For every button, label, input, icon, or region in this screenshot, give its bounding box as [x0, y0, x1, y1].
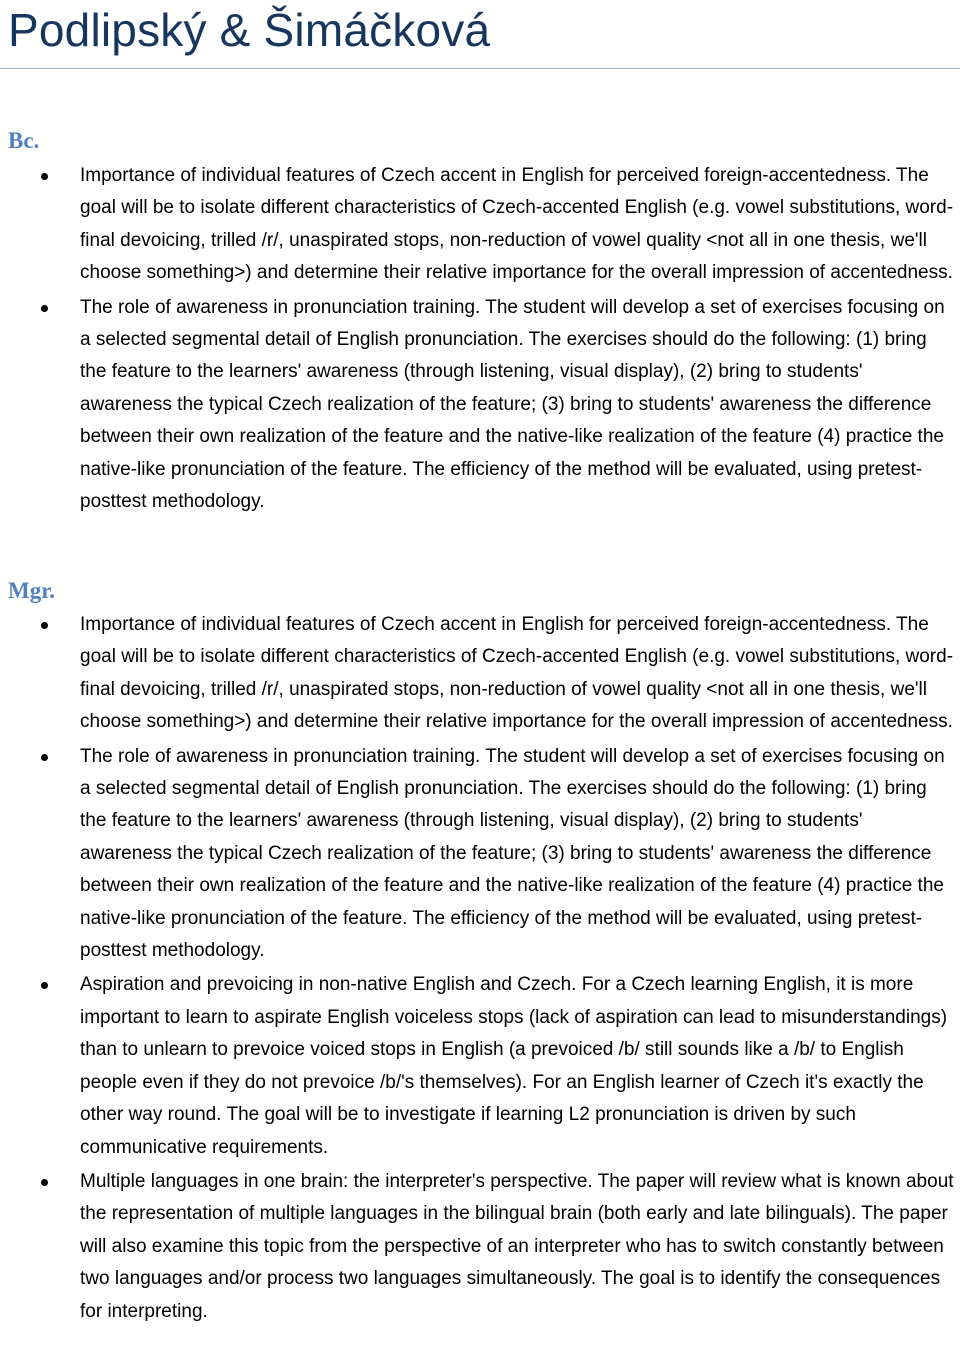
bullet-icon [41, 173, 48, 180]
list-item [0, 1166, 960, 1328]
document-title: Podlipský & Šimáčková [8, 4, 491, 56]
list-item-text: Importance of individual features of Czech accent in English for perceived foreign-accentedness. The goal will be to isolate different characteristics of Czech-accented English (e.g. vowel substitutions, word-final devoicing, trilled /r/, unaspirated stops, non-reduction of vowel quality <not all in one thesis, we'll choose something>) and determine their relative importance for the overall impression of accentedness. [80, 165, 954, 284]
bullet-icon [41, 1179, 48, 1186]
list-item-text: Multiple languages in one brain: the interpreter's perspective. The paper will review what is known about the representation of multiple languages in the bilingual brain (both early and late bilinguals). The paper will also examine this topic from the perspective of an interpreter who has to switch constantly between two languages and/or process two languages simultaneously. The goal is to identify the consequences for interpreting. [80, 1170, 954, 1322]
list-item [0, 160, 960, 290]
bullet-icon [41, 622, 48, 629]
bullet-icon [41, 305, 48, 312]
bc-topic-list [0, 160, 960, 520]
section-heading-bc: Bc. [8, 128, 40, 153]
bullet-icon [41, 754, 48, 761]
list-item [0, 292, 960, 519]
list-item [0, 741, 960, 968]
bullet-icon [41, 982, 48, 989]
list-item-text: The role of awareness in pronunciation training. The student will develop a set of exercises focusing on a selected segmental detail of English pronunciation. The exercises should do the following: (1) bring the feature to the learners' awareness (through listening, visual display), (2) bring to students' awareness the typical Czech realization of the feature; (3) bring to students' awareness the difference between their own realization of the feature and the native-like realization of the feature (4) practice the native-like pronunciation of the feature. The efficiency of the method will be evaluated, using pretest-posttest methodology. [80, 296, 945, 513]
title-underline [0, 68, 960, 69]
list-item [0, 609, 960, 739]
mgr-topic-list [0, 609, 960, 1330]
section-heading-mgr: Mgr. [8, 578, 56, 603]
list-item [0, 969, 960, 1163]
list-item-text: The role of awareness in pronunciation training. The student will develop a set of exercises focusing on a selected segmental detail of English pronunciation. The exercises should do the following: (1) bring the feature to the learners' awareness (through listening, visual display), (2) bring to students' awareness the typical Czech realization of the feature; (3) bring to students' awareness the difference between their own realization of the feature and the native-like realization of the feature (4) practice the native-like pronunciation of the feature. The efficiency of the method will be evaluated, using pretest-posttest methodology. [80, 745, 945, 962]
list-item-text: Aspiration and prevoicing in non-native English and Czech. For a Czech learning English, it is more important to learn to aspirate English voiceless stops (lack of aspiration can lead to misunderstandings) than to unlearn to prevoice voiced stops in English (a prevoiced /b/ still sounds like a /b/ to English people even if they do not prevoice /b/'s themselves). For an English learner of Czech it's exactly the other way round. The goal will be to investigate if learning L2 pronunciation is driven by such communicative requirements. [80, 974, 948, 1158]
list-item-text: Importance of individual features of Czech accent in English for perceived foreign-accentedness. The goal will be to isolate different characteristics of Czech-accented English (e.g. vowel substitutions, word-final devoicing, trilled /r/, unaspirated stops, non-reduction of vowel quality <not all in one thesis, we'll choose something>) and determine their relative importance for the overall impression of accentedness. [80, 614, 954, 733]
